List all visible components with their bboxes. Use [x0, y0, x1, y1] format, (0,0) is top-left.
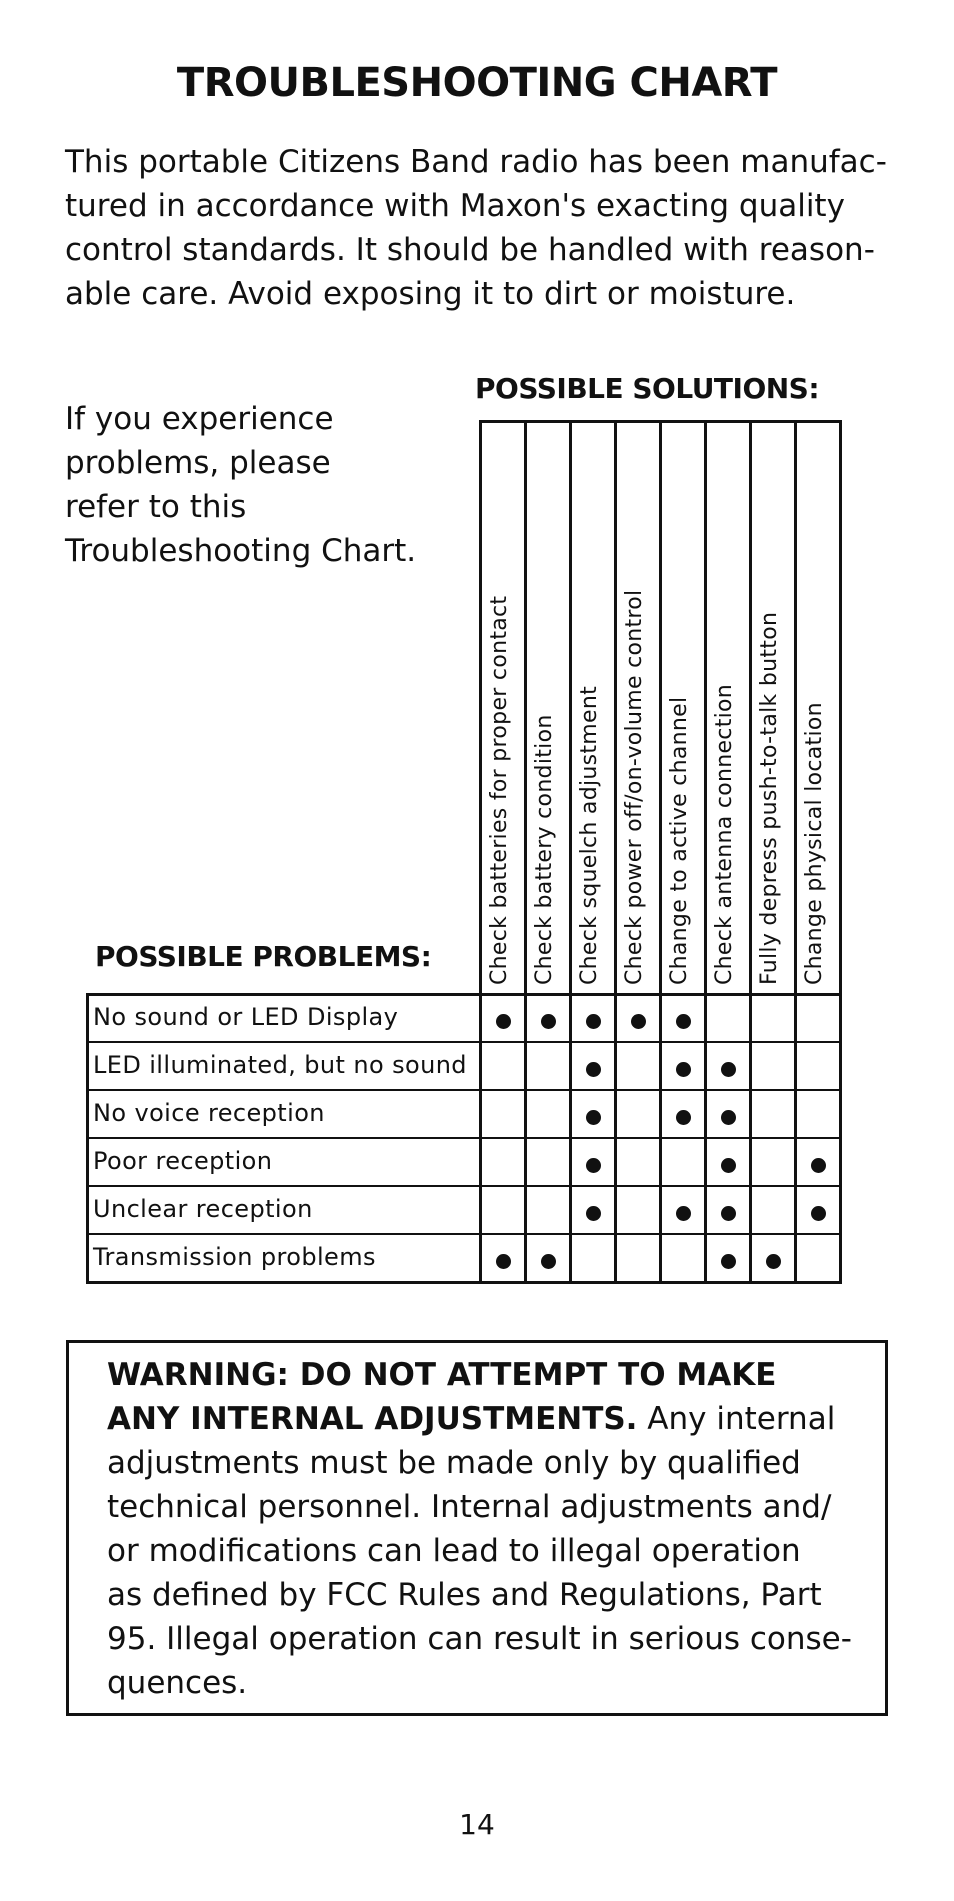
grid-line: [704, 993, 707, 1284]
grid-line: [569, 993, 572, 1284]
solution-dot: [676, 1062, 691, 1077]
solution-label-text: Change to active channel: [667, 696, 692, 985]
solution-label-text: Check batteries for proper contact: [487, 595, 512, 985]
intro-line: tured in accordance with Maxon's exacting quality: [65, 188, 845, 224]
grid-line: [794, 420, 797, 993]
side-note: [65, 397, 416, 573]
grid-line: [479, 420, 842, 423]
solution-dot: [586, 1014, 601, 1029]
solution-label-text: Check squelch adjustment: [577, 685, 602, 985]
page-title: TROUBLESHOOTING CHART: [176, 60, 778, 106]
solution-dot: [496, 1014, 511, 1029]
warning-heading-cont: ANY INTERNAL ADJUSTMENTS.: [107, 1401, 638, 1437]
intro-line: able care. Avoid exposing it to dirt or moisture.: [65, 276, 796, 312]
problem-label: No voice reception: [93, 1099, 325, 1127]
warning-line: Any internal: [637, 1401, 836, 1437]
intro-line: control standards. It should be handled with reason-: [65, 232, 875, 268]
problems-heading: POSSIBLE PROBLEMS:: [95, 940, 432, 973]
solutions-heading: POSSIBLE SOLUTIONS:: [475, 372, 820, 405]
solution-dot: [586, 1110, 601, 1125]
solution-dot: [721, 1254, 736, 1269]
grid-line: [524, 420, 527, 993]
solution-dot: [721, 1110, 736, 1125]
intro-line: This portable Citizens Band radio has been manufac-: [65, 144, 887, 180]
solution-dot: [811, 1206, 826, 1221]
solution-label-text: Check antenna connection: [712, 683, 737, 985]
problem-label: Unclear reception: [93, 1195, 313, 1223]
solution-dot: [586, 1062, 601, 1077]
problem-label: No sound or LED Display: [93, 1003, 399, 1031]
page-number: 14: [459, 1808, 495, 1841]
warning-text: [107, 1353, 867, 1705]
grid-line: [794, 993, 797, 1284]
solution-dot: [811, 1158, 826, 1173]
side-note-line: Troubleshooting Chart.: [65, 533, 417, 569]
solution-dot: [631, 1014, 646, 1029]
grid-line: [569, 420, 572, 993]
side-note-line: refer to this: [65, 489, 247, 525]
warning-heading: WARNING: DO NOT ATTEMPT TO MAKE: [107, 1357, 777, 1393]
problem-label: Poor reception: [93, 1147, 273, 1175]
grid-line: [479, 993, 482, 1284]
grid-line: [524, 993, 527, 1284]
warning-line: as defined by FCC Rules and Regulations, Part: [107, 1577, 822, 1613]
solution-dot: [541, 1254, 556, 1269]
grid-line: [839, 993, 842, 1284]
side-note-line: If you experience: [65, 401, 334, 437]
grid-line: [614, 993, 617, 1284]
warning-box: [66, 1340, 888, 1716]
problem-label: LED illuminated, but no sound: [93, 1051, 467, 1079]
warning-line: adjustments must be made only by qualified: [107, 1445, 801, 1481]
solution-dot: [676, 1014, 691, 1029]
grid-line: [86, 1185, 842, 1187]
grid-line: [479, 420, 482, 993]
solution-dot: [721, 1206, 736, 1221]
side-note-line: problems, please: [65, 445, 331, 481]
grid-line: [86, 993, 842, 996]
solution-label-text: Check battery condition: [532, 714, 557, 985]
solution-dot: [541, 1014, 556, 1029]
warning-line: technical personnel. Internal adjustments and/: [107, 1489, 832, 1525]
warning-line: quences.: [107, 1665, 248, 1701]
grid-line: [86, 1041, 842, 1043]
solution-dot: [721, 1158, 736, 1173]
grid-line: [86, 993, 89, 1284]
solution-dot: [496, 1254, 511, 1269]
solution-label-text: Change physical location: [802, 702, 827, 985]
solution-label-text: Fully depress push-to-talk button: [757, 611, 782, 985]
warning-line: 95. Illegal operation can result in serious conse-: [107, 1621, 852, 1657]
solution-dot: [586, 1206, 601, 1221]
intro-paragraph: [65, 140, 895, 316]
grid-line: [86, 1281, 842, 1284]
grid-line: [704, 420, 707, 993]
solution-dot: [676, 1206, 691, 1221]
solution-label-text: Check power off/on-volume control: [622, 589, 647, 985]
solution-dot: [721, 1062, 736, 1077]
warning-line: or modifications can lead to illegal operation: [107, 1533, 801, 1569]
solution-dot: [766, 1254, 781, 1269]
grid-line: [749, 993, 752, 1284]
grid-line: [659, 420, 662, 993]
grid-line: [749, 420, 752, 993]
grid-line: [86, 1137, 842, 1139]
grid-line: [86, 1089, 842, 1091]
grid-line: [614, 420, 617, 993]
problem-label: Transmission problems: [93, 1243, 376, 1271]
grid-line: [839, 420, 842, 993]
grid-line: [659, 993, 662, 1284]
grid-line: [86, 1233, 842, 1235]
solution-dot: [586, 1158, 601, 1173]
solution-dot: [676, 1110, 691, 1125]
